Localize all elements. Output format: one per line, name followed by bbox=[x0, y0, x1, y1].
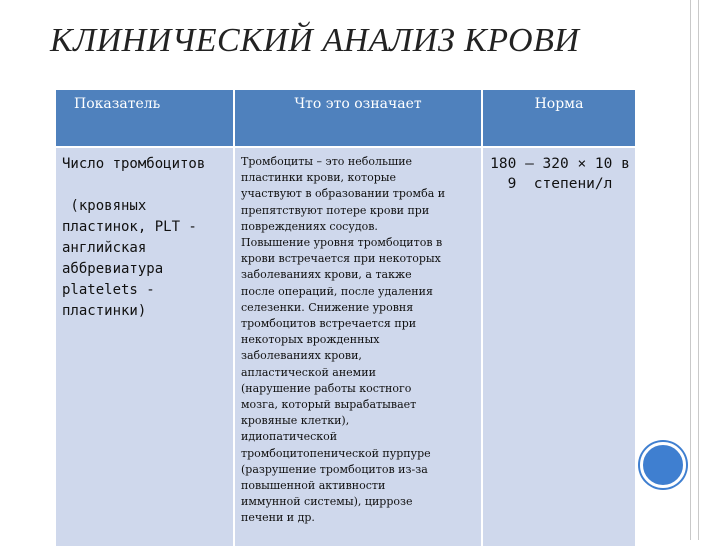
meaning-line: заболеваниях крови, а также bbox=[241, 268, 412, 282]
meaning-line: препятствуют потере крови при bbox=[241, 203, 430, 217]
meaning-cell bbox=[234, 147, 482, 546]
table-header-row bbox=[56, 90, 636, 147]
indicator-line: аббревиатура bbox=[62, 261, 164, 277]
norm-line: 9 степени/л bbox=[507, 176, 613, 192]
meaning-line: мозга, который вырабатывает bbox=[241, 398, 417, 412]
frame-line-right bbox=[698, 0, 699, 540]
norm-line: 180 – 320 × 10 в bbox=[490, 156, 630, 172]
meaning-line: селезенки. Снижение уровня bbox=[241, 300, 414, 314]
meaning-line: печени и др. bbox=[241, 511, 315, 525]
meaning-line: апластической анемии bbox=[241, 365, 376, 379]
meaning-line: (разрушение тромбоцитов из-за bbox=[241, 462, 428, 476]
header-meaning: Что это означает bbox=[234, 90, 482, 147]
slide-title: КЛИНИЧЕСКИЙ АНАЛИЗ КРОВИ bbox=[50, 22, 580, 59]
meaning-line: Тромбоциты – это небольшие bbox=[241, 155, 413, 168]
norm-cell bbox=[482, 147, 636, 546]
meaning-line: после операций, после удаления bbox=[241, 284, 433, 298]
meaning-line: пластинки крови, которые bbox=[241, 171, 397, 185]
meaning-line: некоторых врожденных bbox=[241, 333, 380, 347]
header-norm: Норма bbox=[482, 90, 636, 147]
meaning-line: (нарушение работы костного bbox=[241, 381, 412, 395]
meaning-line: повреждениях сосудов. bbox=[241, 219, 378, 233]
meaning-line: кровяные клетки), bbox=[241, 414, 350, 428]
table-row bbox=[56, 147, 636, 546]
indicator-line: Число тромбоцитов bbox=[62, 156, 206, 172]
meaning-line: участвуют в образовании тромба и bbox=[241, 187, 446, 201]
meaning-line: тромбоцитов встречается при bbox=[241, 317, 417, 331]
meaning-line: иммунной системы), циррозе bbox=[241, 495, 413, 509]
blood-analysis-table bbox=[56, 90, 637, 546]
indicator-line: platelets - bbox=[62, 282, 155, 298]
indicator-cell bbox=[56, 147, 234, 546]
indicator-line: английская bbox=[62, 240, 147, 256]
indicator-line: пластинки) bbox=[62, 303, 147, 319]
decorative-circle bbox=[640, 442, 686, 488]
indicator-line: пластинок, PLT - bbox=[62, 219, 197, 235]
frame-line-left bbox=[690, 0, 691, 540]
meaning-line: Повышение уровня тромбоцитов в bbox=[241, 236, 443, 250]
meaning-line: идиопатической bbox=[241, 430, 338, 444]
meaning-line: повышенной активности bbox=[241, 479, 386, 493]
indicator-gap bbox=[62, 175, 229, 196]
meaning-line: тромбоцитопенической пурпуре bbox=[241, 446, 431, 460]
meaning-line: крови встречается при некоторых bbox=[241, 252, 441, 266]
indicator-line: (кровяных bbox=[62, 198, 147, 214]
meaning-line: заболеваниях крови, bbox=[241, 349, 362, 363]
header-indicator: Показатель bbox=[56, 90, 234, 147]
